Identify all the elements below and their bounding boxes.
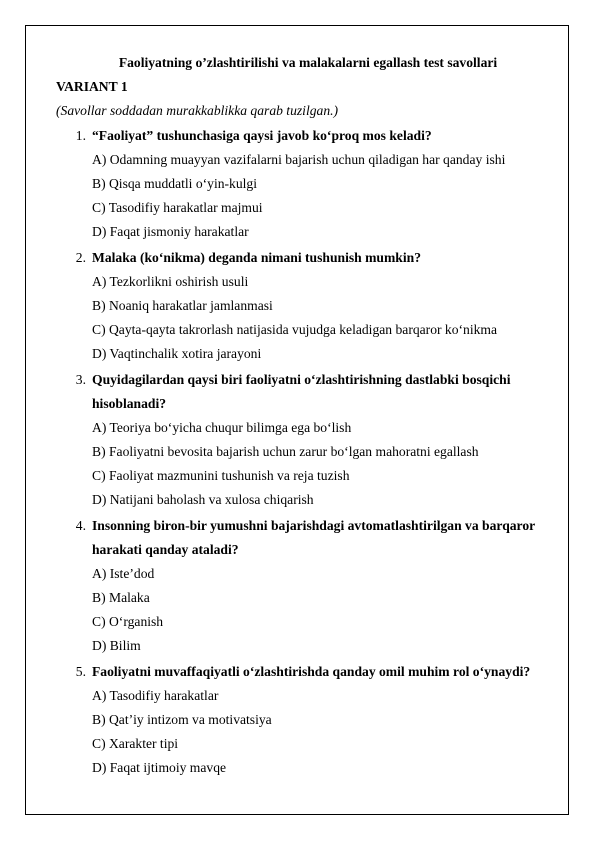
question-heading bbox=[56, 514, 556, 562]
question-text: Insonning biron-bir yumushni bajarishdagi avtomatlashtirilgan va barqaror harakati qanday ataladi? bbox=[92, 518, 535, 557]
question-heading bbox=[56, 660, 556, 684]
answer-option-a: A) Iste’dod bbox=[92, 566, 155, 581]
question-number: 3. bbox=[75, 372, 86, 387]
question-heading bbox=[56, 368, 556, 416]
question-heading bbox=[56, 246, 556, 270]
answer-option-b: B) Qisqa muddatli o‘yin-kulgi bbox=[92, 176, 257, 191]
question-number: 5. bbox=[75, 664, 86, 679]
question-text: Malaka (ko‘nikma) deganda nimani tushunish mumkin? bbox=[92, 250, 421, 265]
question-heading bbox=[56, 124, 556, 148]
answer-option-b: B) Noaniq harakatlar jamlanmasi bbox=[92, 298, 273, 313]
answer-option-d: D) Bilim bbox=[92, 638, 141, 653]
question-text: “Faoliyat” tushunchasiga qaysi javob ko‘proq mos keladi? bbox=[92, 128, 432, 143]
answer-option-a: A) Teoriya bo‘yicha chuqur bilimga ega bo‘lish bbox=[92, 420, 352, 435]
answer-option-a: A) Odamning muayyan vazifalarni bajarish uchun qiladigan har qanday ishi bbox=[92, 152, 506, 167]
question-3 bbox=[56, 368, 556, 512]
answer-option-a: A) Tezkorlikni oshirish usuli bbox=[92, 274, 249, 289]
question-1 bbox=[56, 124, 556, 244]
answer-option-c: C) Faoliyat mazmunini tushunish va reja tuzish bbox=[92, 468, 350, 483]
question-number: 1. bbox=[75, 128, 86, 143]
answer-option-c: C) Qayta-qayta takrorlash natijasida vujudga keladigan barqaror ko‘nikma bbox=[92, 322, 498, 337]
answer-option-c: C) Xarakter tipi bbox=[92, 736, 179, 751]
answer-option-b: B) Qat’iy intizom va motivatsiya bbox=[92, 712, 272, 727]
question-5 bbox=[56, 660, 556, 780]
answer-option-d: D) Faqat jismoniy harakatlar bbox=[92, 224, 249, 239]
answer-option-c: C) Tasodifiy harakatlar majmui bbox=[92, 200, 263, 215]
question-number: 4. bbox=[75, 518, 86, 533]
variant-heading: VARIANT 1 bbox=[56, 79, 128, 94]
answer-option-d: D) Faqat ijtimoiy mavqe bbox=[92, 760, 227, 775]
answer-option-b: B) Faoliyatni bevosita bajarish uchun zarur bo‘lgan mahoratni egallash bbox=[92, 444, 479, 459]
question-text: Quyidagilardan qaysi biri faoliyatni o‘zlashtirishning dastlabki bosqichi hisoblanadi? bbox=[92, 372, 511, 411]
document-subtitle: (Savollar soddadan murakkablikka qarab tuzilgan.) bbox=[56, 103, 339, 118]
question-text: Faoliyatni muvaffaqiyatli o‘zlashtirishda qanday omil muhim rol o‘ynaydi? bbox=[92, 664, 531, 679]
question-number: 2. bbox=[75, 250, 86, 265]
document-title: Faoliyatning o’zlashtirilishi va malakalarni egallash test savollari bbox=[118, 55, 498, 70]
answer-option-d: D) Natijani baholash va xulosa chiqarish bbox=[92, 492, 314, 507]
answer-option-b: B) Malaka bbox=[92, 590, 150, 605]
answer-option-c: C) O‘rganish bbox=[92, 614, 164, 629]
question-4 bbox=[56, 514, 556, 658]
question-2 bbox=[56, 246, 556, 366]
answer-option-d: D) Vaqtinchalik xotira jarayoni bbox=[92, 346, 262, 361]
document-body bbox=[56, 52, 556, 780]
answer-option-a: A) Tasodifiy harakatlar bbox=[92, 688, 219, 703]
question-list bbox=[56, 124, 556, 780]
